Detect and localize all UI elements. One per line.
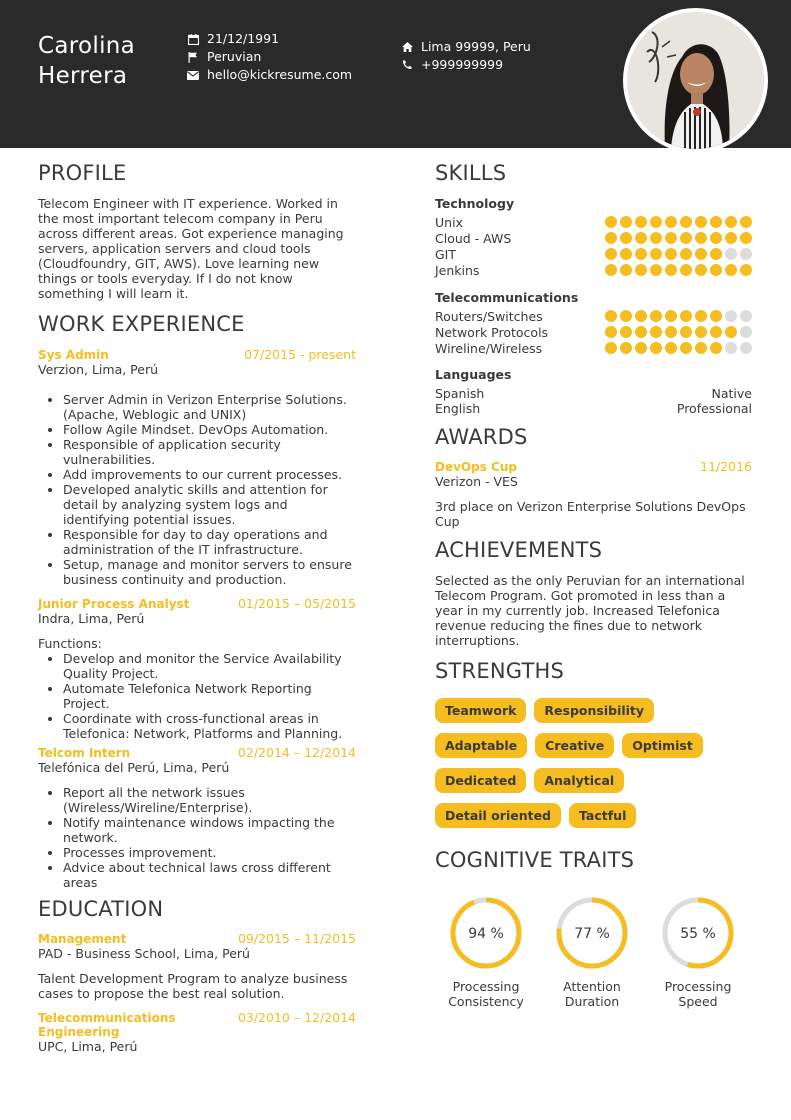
skill-rating: [605, 248, 752, 260]
job-duties: [38, 392, 356, 587]
trait-value: 77 %: [574, 926, 610, 942]
skill-name: Wireline/Wireless: [435, 340, 543, 356]
job-date: 02/2014 – 12/2014: [237, 745, 356, 760]
rating-dot-filled: [650, 342, 662, 354]
rating-dot-filled: [635, 326, 647, 338]
first-name: Carolina: [38, 33, 136, 59]
achievements-text: Selected as the only Peruvian for an international Telecom Program. Got promoted in less than a year in my currently job. Increased Telefonica revenue reducing the fines due to network interruptions.: [435, 573, 745, 648]
rating-dot-empty: [740, 326, 752, 338]
rating-dot-filled: [710, 216, 722, 228]
phone[interactable]: +999999999: [421, 57, 504, 72]
rating-dot-filled: [620, 342, 632, 354]
list-item: • Developed analytic skills and attention for detail by analyzing system logs and identifying potential issues.: [63, 482, 356, 527]
list-item: • Report all the network issues (Wireless/Wireline/Enterprise).: [63, 785, 356, 815]
degree-title: Telecommunications Engineering: [38, 1011, 176, 1039]
rating-dot-filled: [680, 342, 692, 354]
rating-dot-filled: [695, 264, 707, 276]
education-entry: [38, 932, 356, 1001]
trait-label: [660, 979, 736, 1009]
job-date: 01/2015 – 05/2015: [237, 596, 356, 611]
list-item: • Coordinate with cross-functional areas in Telefonica: Network, Platforms and Planning.: [63, 711, 356, 741]
rating-dot-filled: [605, 326, 617, 338]
contact-info: [400, 38, 531, 74]
trait-value: 55 %: [680, 926, 716, 942]
nationality-row: [186, 48, 352, 66]
email-row: [186, 66, 352, 84]
rating-dot-filled: [680, 248, 692, 260]
rating-dot-filled: [605, 216, 617, 228]
education-institution: PAD - Business School, Lima, Perú: [38, 946, 250, 961]
strength-tag: Dedicated: [435, 768, 526, 793]
rating-dot-filled: [605, 232, 617, 244]
skill-row: [435, 340, 752, 356]
skill-rating: [605, 216, 752, 228]
list-item: • Notify maintenance windows impacting the network.: [63, 815, 356, 845]
rating-dot-filled: [635, 248, 647, 260]
envelope-icon: [186, 69, 200, 81]
rating-dot-filled: [650, 264, 662, 276]
rating-dot-filled: [725, 232, 737, 244]
skill-rating: [605, 310, 752, 322]
rating-dot-filled: [725, 216, 737, 228]
rating-dot-filled: [635, 310, 647, 322]
job-entry: [38, 597, 356, 741]
rating-dot-filled: [650, 232, 662, 244]
rating-dot-empty: [725, 310, 737, 322]
skill-row: [435, 308, 752, 324]
rating-dot-filled: [725, 326, 737, 338]
job-title: Junior Process Analyst: [38, 597, 190, 611]
rating-dot-filled: [635, 264, 647, 276]
skill-name: Unix: [435, 214, 463, 230]
rating-dot-filled: [695, 310, 707, 322]
rating-dot-filled: [620, 264, 632, 276]
language-row: [435, 386, 752, 401]
education-date: 09/2015 – 11/2015: [237, 931, 356, 946]
rating-dot-empty: [740, 342, 752, 354]
rating-dot-empty: [740, 310, 752, 322]
skill-row: [435, 214, 752, 230]
cognitive-trait: [660, 895, 736, 1009]
rating-dot-filled: [605, 310, 617, 322]
list-item: • Responsible of application security vulnerabilities.: [63, 437, 356, 467]
job-organization: Verzion, Lima, Perú: [38, 362, 159, 377]
job-title: Sys Admin: [38, 348, 109, 362]
list-item: • Automate Telefonica Network Reporting Project.: [63, 681, 356, 711]
profile-heading: PROFILE: [38, 161, 127, 185]
trait-label-line: Attention: [563, 979, 621, 994]
strength-tag: Optimist: [622, 733, 703, 758]
rating-dot-filled: [665, 342, 677, 354]
achievements-heading: ACHIEVEMENTS: [435, 538, 603, 562]
language-level: Professional: [676, 401, 752, 416]
birthdate-row: [186, 30, 352, 48]
home-icon: [400, 41, 414, 53]
strength-tag: Responsibility: [534, 698, 654, 723]
trait-ring: [660, 895, 736, 971]
trait-value: 94 %: [468, 926, 504, 942]
rating-dot-filled: [695, 248, 707, 260]
phone-row: [400, 56, 531, 74]
education-description: Talent Development Program to analyze business cases to propose the best real solution.: [38, 971, 348, 1001]
skill-name: Routers/Switches: [435, 308, 543, 324]
flag-icon: [186, 51, 200, 63]
rating-dot-filled: [620, 232, 632, 244]
calendar-icon: [186, 33, 200, 45]
phone-icon: [400, 59, 414, 71]
profile-text: Telecom Engineer with IT experience. Worked in the most important telecom company in Peru across different areas. Got experience managing servers, application servers and cloud tools (Cloudfoundry, GIT, AWS). Love learning new things or tools everyday. If I do not know something I will learn it.: [38, 196, 344, 301]
rating-dot-filled: [695, 232, 707, 244]
rating-dot-filled: [620, 248, 632, 260]
list-item: • Responsible for day to day operations and administration of the IT infrastructure.: [63, 527, 356, 557]
rating-dot-filled: [605, 264, 617, 276]
rating-dot-filled: [680, 216, 692, 228]
rating-dot-filled: [725, 264, 737, 276]
job-date: 07/2015 - present: [244, 347, 356, 362]
rating-dot-filled: [680, 310, 692, 322]
rating-dot-filled: [695, 216, 707, 228]
work-experience-heading: WORK EXPERIENCE: [38, 312, 245, 336]
rating-dot-filled: [650, 310, 662, 322]
rating-dot-filled: [680, 232, 692, 244]
language-name: English: [435, 401, 481, 416]
list-item: • Follow Agile Mindset. DevOps Automation.: [63, 422, 356, 437]
rating-dot-filled: [695, 342, 707, 354]
skill-rating: [605, 342, 752, 354]
skill-name: Network Protocols: [435, 324, 549, 340]
personal-info: [186, 30, 352, 84]
education-institution: UPC, Lima, Perú: [38, 1039, 138, 1054]
strength-tag: Analytical: [534, 768, 624, 793]
rating-dot-filled: [680, 326, 692, 338]
rating-dot-filled: [605, 342, 617, 354]
education-heading: EDUCATION: [38, 897, 164, 921]
rating-dot-filled: [665, 264, 677, 276]
award-description: 3rd place on Verizon Enterprise Solutions DevOps Cup: [435, 499, 746, 529]
trait-label: [448, 979, 524, 1009]
list-item: • Add improvements to our current processes.: [63, 467, 356, 482]
list-item: • Server Admin in Verizon Enterprise Solutions. (Apache, Weblogic and UNIX): [63, 392, 356, 422]
trait-ring: [554, 895, 630, 971]
job-duties: [38, 651, 356, 741]
strength-tag: Adaptable: [435, 733, 527, 758]
list-item: • Develop and monitor the Service Availability Quality Project.: [63, 651, 356, 681]
trait-label-line: Consistency: [448, 994, 524, 1009]
birthdate: 21/12/1991: [207, 31, 280, 46]
rating-dot-filled: [665, 248, 677, 260]
rating-dot-empty: [725, 248, 737, 260]
skill-row: [435, 230, 752, 246]
rating-dot-filled: [635, 232, 647, 244]
list-item: • Setup, manage and monitor servers to ensure business continuity and production.: [63, 557, 356, 587]
rating-dot-filled: [665, 310, 677, 322]
rating-dot-filled: [710, 310, 722, 322]
rating-dot-filled: [695, 326, 707, 338]
skill-rating: [605, 232, 752, 244]
rating-dot-filled: [620, 310, 632, 322]
strengths-heading: STRENGTHS: [435, 659, 564, 683]
skill-row: [435, 246, 752, 262]
languages-list: [435, 386, 752, 416]
job-duties: [38, 785, 356, 890]
trait-label-line: Speed: [678, 994, 718, 1009]
language-name: Spanish: [435, 386, 485, 401]
education-entry: [38, 1011, 356, 1054]
rating-dot-filled: [740, 264, 752, 276]
skill-list: [435, 308, 752, 356]
rating-dot-empty: [725, 342, 737, 354]
rating-dot-filled: [680, 264, 692, 276]
list-item: • Advice about technical laws cross different areas: [63, 860, 356, 890]
skill-row: [435, 262, 752, 278]
job-organization: Telefónica del Perú, Lima, Perú: [38, 760, 230, 775]
language-row: [435, 401, 752, 416]
skill-groups: [435, 196, 752, 356]
rating-dot-filled: [665, 326, 677, 338]
language-level: Native: [711, 386, 752, 401]
degree-title: Management: [38, 932, 127, 946]
rating-dot-filled: [710, 232, 722, 244]
award-issuer: Verizon - VES: [435, 474, 518, 489]
rating-dot-filled: [740, 232, 752, 244]
profile-photo: [623, 8, 768, 153]
nationality: Peruvian: [207, 49, 262, 64]
address-row: [400, 38, 531, 56]
trait-label-line: Processing: [452, 979, 520, 994]
rating-dot-filled: [710, 248, 722, 260]
rating-dot-filled: [710, 264, 722, 276]
right-column: [435, 160, 752, 1009]
cognitive-trait: [554, 895, 630, 1009]
cognitive-traits: [448, 895, 752, 1009]
languages-heading: Languages: [435, 367, 512, 382]
trait-label-line: Processing: [664, 979, 732, 994]
job-title: Telcom Intern: [38, 746, 131, 760]
rating-dot-filled: [620, 326, 632, 338]
rating-dot-filled: [665, 216, 677, 228]
skill-group-heading: Technology: [435, 196, 515, 211]
trait-ring: [448, 895, 524, 971]
list-item: • Processes improvement.: [63, 845, 356, 860]
skill-name: Jenkins: [435, 262, 480, 278]
skills-heading: SKILLS: [435, 161, 507, 185]
address: Lima 99999, Peru: [421, 39, 531, 54]
cognitive-trait: [448, 895, 524, 1009]
skill-list: [435, 214, 752, 278]
strength-tag: Tactful: [569, 803, 636, 828]
job-organization: Indra, Lima, Perú: [38, 611, 145, 626]
trait-label: [554, 979, 630, 1009]
candidate-name: [38, 31, 135, 91]
rating-dot-empty: [740, 248, 752, 260]
strength-tag: Teamwork: [435, 698, 526, 723]
skill-name: GIT: [435, 246, 457, 262]
skill-group-heading: Telecommunications: [435, 290, 579, 305]
rating-dot-filled: [710, 326, 722, 338]
rating-dot-filled: [635, 216, 647, 228]
rating-dot-filled: [740, 216, 752, 228]
cognitive-traits-heading: COGNITIVE TRAITS: [435, 848, 635, 872]
rating-dot-filled: [635, 342, 647, 354]
rating-dot-filled: [710, 342, 722, 354]
avatar: [627, 12, 764, 149]
job-entry: [38, 746, 356, 890]
left-column: [38, 160, 356, 1054]
education-date: 03/2010 – 12/2014: [237, 1010, 356, 1025]
skill-row: [435, 324, 752, 340]
skill-rating: [605, 264, 752, 276]
award-date: 11/2016: [700, 459, 752, 474]
skill-rating: [605, 326, 752, 338]
rating-dot-filled: [605, 248, 617, 260]
job-entry: [38, 348, 356, 587]
strength-tag: Detail oriented: [435, 803, 561, 828]
skill-name: Cloud - AWS: [435, 230, 512, 246]
strengths-tags: [435, 698, 735, 828]
award-title: DevOps Cup: [435, 460, 517, 474]
strength-tag: Creative: [535, 733, 614, 758]
award-entry: [435, 460, 752, 529]
awards-heading: AWARDS: [435, 425, 528, 449]
rating-dot-filled: [665, 232, 677, 244]
rating-dot-filled: [650, 248, 662, 260]
trait-label-line: Duration: [564, 994, 620, 1009]
rating-dot-filled: [650, 326, 662, 338]
email[interactable]: hello@kickresume.com: [207, 67, 353, 82]
rating-dot-filled: [620, 216, 632, 228]
last-name: Herrera: [38, 63, 128, 89]
rating-dot-filled: [650, 216, 662, 228]
job-intro: Functions:: [38, 636, 102, 651]
